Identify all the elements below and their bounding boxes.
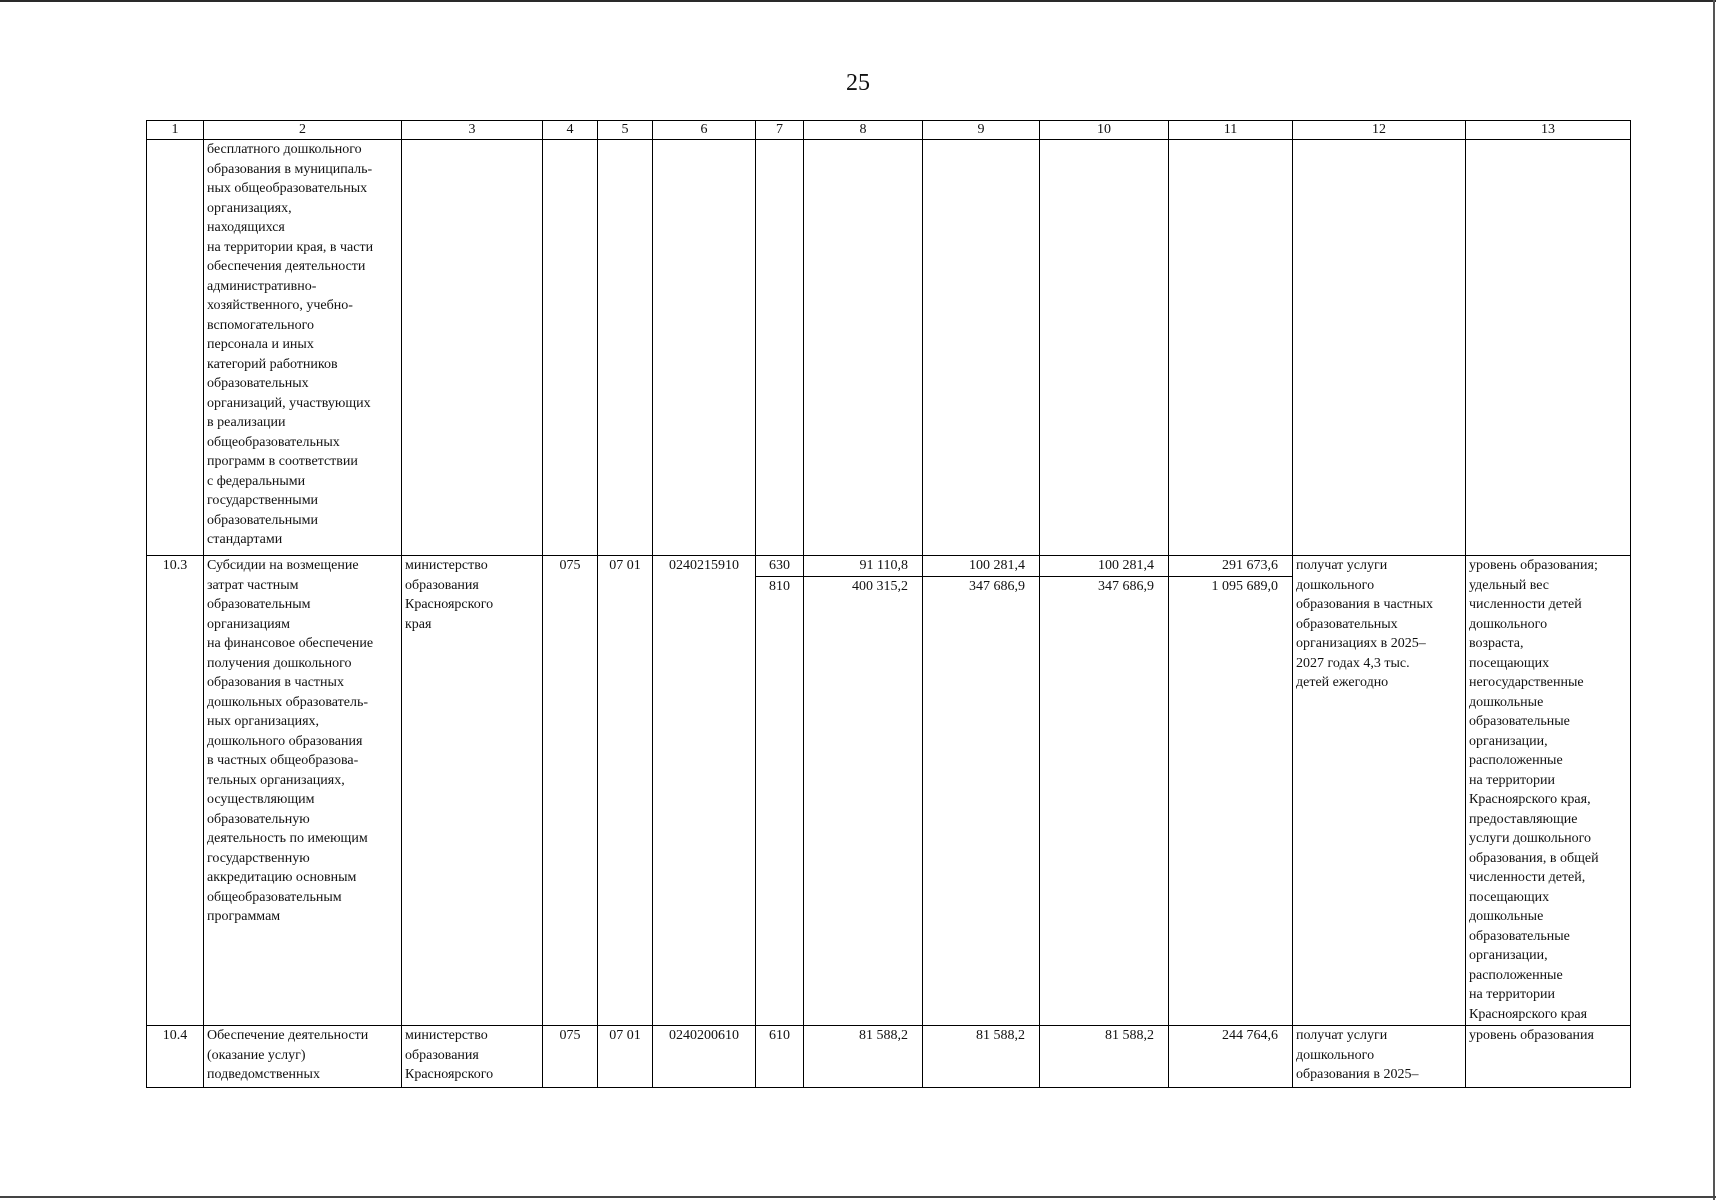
cell-text-line: посещающих bbox=[1469, 655, 1550, 671]
cell-executor bbox=[402, 1026, 543, 1088]
cell-text-line: образования в частных bbox=[1296, 597, 1433, 612]
cell-text-line: услуги дошкольного bbox=[1469, 831, 1592, 846]
cell-2026 bbox=[923, 556, 1040, 1026]
cell-text-line: уровень образования bbox=[1469, 1028, 1594, 1043]
cell-text-line: образования в частных bbox=[207, 675, 344, 690]
scan-edge-right bbox=[1713, 0, 1715, 1200]
col-header: 12 bbox=[1293, 121, 1466, 140]
cell-text-line: в реализации bbox=[207, 415, 286, 430]
col-header: 10 bbox=[1040, 121, 1169, 140]
cell-2025: 81 588,2 bbox=[804, 1026, 923, 1088]
cell-text-line: на финансовое обеспечение bbox=[207, 636, 374, 651]
cell-num bbox=[147, 140, 204, 556]
cell-amount: 100 281,4 bbox=[1040, 556, 1168, 577]
cell-text-line: вспомогательного bbox=[207, 317, 315, 333]
cell-text-line: на территории bbox=[1469, 772, 1555, 788]
cell-text-line: ных общеобразовательных bbox=[207, 181, 368, 196]
cell-vr-value: 810 bbox=[769, 579, 790, 594]
cell-text-line: организациях в 2025– bbox=[1296, 636, 1426, 651]
cell-text-line: Обеспечение деятельности bbox=[207, 1028, 369, 1043]
cell-text-line: подведомственных bbox=[207, 1067, 320, 1082]
cell-text-line: аккредитацию основным bbox=[207, 870, 357, 885]
cell-indicator bbox=[1466, 556, 1631, 1026]
cell-csr: 0240200610 bbox=[653, 1026, 756, 1088]
cell-text-line: осуществляющим bbox=[207, 792, 315, 807]
cell-text-line: получат услуги bbox=[1296, 1028, 1388, 1043]
cell-2026: 81 588,2 bbox=[923, 1026, 1040, 1088]
scan-edge-bottom bbox=[0, 1196, 1716, 1198]
cell-text-line: тельных организациях, bbox=[207, 772, 345, 788]
cell-text-line: образовательные bbox=[1469, 714, 1570, 729]
cell-executor bbox=[402, 140, 543, 556]
cell-text-line: Красноярского bbox=[405, 1067, 494, 1082]
cell-text-line: дошкольных образователь- bbox=[207, 694, 369, 710]
page-number: 25 bbox=[846, 70, 870, 96]
cell-vr: 610 bbox=[756, 1026, 804, 1088]
cell-amount: 100 281,4 bbox=[923, 556, 1039, 577]
cell-text-line: образовательных bbox=[207, 376, 309, 391]
cell-vr bbox=[756, 556, 804, 1026]
cell-text-line: в частных общеобразова- bbox=[207, 753, 359, 768]
cell-result bbox=[1293, 1026, 1466, 1088]
cell-amount: 400 315,2 bbox=[852, 579, 908, 594]
cell-2025 bbox=[804, 556, 923, 1026]
cell-grbs: 075 bbox=[543, 556, 598, 1026]
cell-text-line: на территории края, в части bbox=[207, 239, 374, 255]
table-row bbox=[147, 556, 1631, 1026]
cell-text-line: обеспечения деятельности bbox=[207, 259, 366, 274]
cell-amount: 347 686,9 bbox=[1098, 579, 1154, 594]
cell-grbs: 075 bbox=[543, 1026, 598, 1088]
cell-description bbox=[204, 140, 402, 556]
cell-text-line: образования в 2025– bbox=[1296, 1067, 1419, 1082]
cell-text-line: организации, bbox=[1469, 948, 1548, 963]
cell-2027 bbox=[1040, 556, 1169, 1026]
cell-result bbox=[1293, 556, 1466, 1026]
cell-text-line: предоставляющие bbox=[1469, 811, 1578, 827]
col-header: 9 bbox=[923, 121, 1040, 140]
cell-amount: 1 095 689,0 bbox=[1211, 579, 1278, 594]
cell-text-line: расположенные bbox=[1469, 967, 1563, 983]
cell-text-line: края bbox=[405, 616, 432, 632]
cell-text-line: численности детей bbox=[1469, 597, 1582, 612]
cell-text-line: образовательными bbox=[207, 512, 319, 528]
cell-text-line: образовательных bbox=[1296, 616, 1398, 632]
cell-text-line: дошкольные bbox=[1469, 909, 1544, 924]
cell-text-line: детей ежегодно bbox=[1296, 675, 1389, 690]
row-number: 10.3 bbox=[147, 556, 204, 1026]
cell-text-line: получения дошкольного bbox=[207, 655, 352, 671]
cell-text-line: министерство bbox=[405, 558, 488, 573]
cell-text-line: находящихся bbox=[207, 220, 285, 235]
cell-text-line: категорий работников bbox=[207, 356, 338, 372]
cell-text-line: негосударственные bbox=[1469, 675, 1584, 690]
cell-text-line: возраста, bbox=[1469, 636, 1524, 651]
cell-rzpr: 07 01 bbox=[598, 556, 653, 1026]
cell-text-line: организациям bbox=[207, 616, 290, 632]
cell-text-line: посещающих bbox=[1469, 889, 1550, 905]
col-header: 4 bbox=[543, 121, 598, 140]
continuation-row bbox=[147, 140, 1631, 556]
col-header: 7 bbox=[756, 121, 804, 140]
budget-table bbox=[146, 120, 1631, 1088]
cell-text-line: хозяйственного, учебно- bbox=[207, 298, 353, 313]
cell-text-line: образовательные bbox=[1469, 928, 1570, 944]
cell-text-line: Субсидии на возмещение bbox=[207, 558, 359, 573]
cell-text-line: 2027 годах 4,3 тыс. bbox=[1296, 655, 1410, 671]
cell-text-line: расположенные bbox=[1469, 753, 1563, 768]
cell-description bbox=[204, 556, 402, 1026]
cell-text-line: образовательным bbox=[207, 597, 311, 612]
cell-text-line: образования bbox=[405, 577, 479, 593]
cell-total bbox=[1169, 556, 1293, 1026]
cell-text-line: государственную bbox=[207, 850, 310, 866]
cell-text-line: образования, в общей bbox=[1469, 850, 1599, 866]
col-header: 6 bbox=[653, 121, 756, 140]
cell-text-line: Красноярского края bbox=[1469, 1006, 1588, 1022]
col-header: 2 bbox=[204, 121, 402, 140]
cell-text-line: дошкольного bbox=[1469, 616, 1548, 632]
scan-edge-top bbox=[0, 0, 1716, 2]
cell-text-line: получат услуги bbox=[1296, 558, 1388, 573]
cell-text-line: министерство bbox=[405, 1028, 488, 1043]
cell-text-line: деятельность по имеющим bbox=[207, 831, 368, 846]
cell-text-line: удельный вес bbox=[1469, 577, 1550, 593]
col-header: 5 bbox=[598, 121, 653, 140]
cell-text-line: государственными bbox=[207, 493, 319, 508]
cell-amount: 347 686,9 bbox=[969, 579, 1025, 594]
col-header: 13 bbox=[1466, 121, 1631, 140]
cell-text-line: с федеральными bbox=[207, 473, 306, 489]
cell-text-line: образования bbox=[405, 1047, 479, 1063]
cell-amount: 291 673,6 bbox=[1169, 556, 1292, 577]
col-header: 11 bbox=[1169, 121, 1293, 140]
cell-text-line: дошкольного образования bbox=[207, 733, 363, 749]
cell-text-line: бесплатного дошкольного bbox=[207, 142, 362, 157]
col-header: 1 bbox=[147, 121, 204, 140]
cell-text-line: персонала и иных bbox=[207, 337, 314, 352]
col-header: 3 bbox=[402, 121, 543, 140]
cell-text-line: организациях, bbox=[207, 200, 292, 216]
cell-text-line: (оказание услуг) bbox=[207, 1047, 306, 1063]
header-row bbox=[147, 121, 1631, 140]
cell-text-line: дошкольного bbox=[1296, 1047, 1375, 1063]
cell-csr: 0240215910 bbox=[653, 556, 756, 1026]
cell-text-line: Красноярского bbox=[405, 597, 494, 612]
cell-text-line: организации, bbox=[1469, 733, 1548, 749]
cell-text-line: затрат частным bbox=[207, 577, 299, 593]
cell-text-line: образования в муниципаль- bbox=[207, 161, 373, 177]
cell-2027: 81 588,2 bbox=[1040, 1026, 1169, 1088]
cell-text-line: численности детей, bbox=[1469, 870, 1586, 885]
cell-text-line: уровень образования; bbox=[1469, 558, 1598, 573]
cell-text-line: ных организациях, bbox=[207, 714, 320, 729]
cell-vr-value: 630 bbox=[756, 556, 803, 577]
cell-total: 244 764,6 bbox=[1169, 1026, 1293, 1088]
cell-text-line: Красноярского края, bbox=[1469, 792, 1591, 807]
cell-text-line: на территории bbox=[1469, 987, 1555, 1002]
cell-text-line: организаций, участвующих bbox=[207, 395, 371, 411]
cell-text-line: общеобразовательных bbox=[207, 434, 340, 450]
cell-text-line: стандартами bbox=[207, 532, 283, 547]
cell-text-line: дошкольные bbox=[1469, 694, 1544, 710]
cell-text-line: программ в соответствии bbox=[207, 454, 358, 469]
cell-amount: 91 110,8 bbox=[804, 556, 922, 577]
col-header: 8 bbox=[804, 121, 923, 140]
cell-text-line: общеобразовательным bbox=[207, 889, 342, 905]
cell-text-line: образовательную bbox=[207, 811, 310, 827]
cell-indicator bbox=[1466, 1026, 1631, 1088]
cell-rzpr: 07 01 bbox=[598, 1026, 653, 1088]
table-row bbox=[147, 1026, 1631, 1088]
cell-text-line: административно- bbox=[207, 278, 317, 294]
row-number: 10.4 bbox=[147, 1026, 204, 1088]
cell-executor bbox=[402, 556, 543, 1026]
cell-text-line: программам bbox=[207, 909, 281, 924]
cell-description bbox=[204, 1026, 402, 1088]
cell-text-line: дошкольного bbox=[1296, 577, 1375, 593]
